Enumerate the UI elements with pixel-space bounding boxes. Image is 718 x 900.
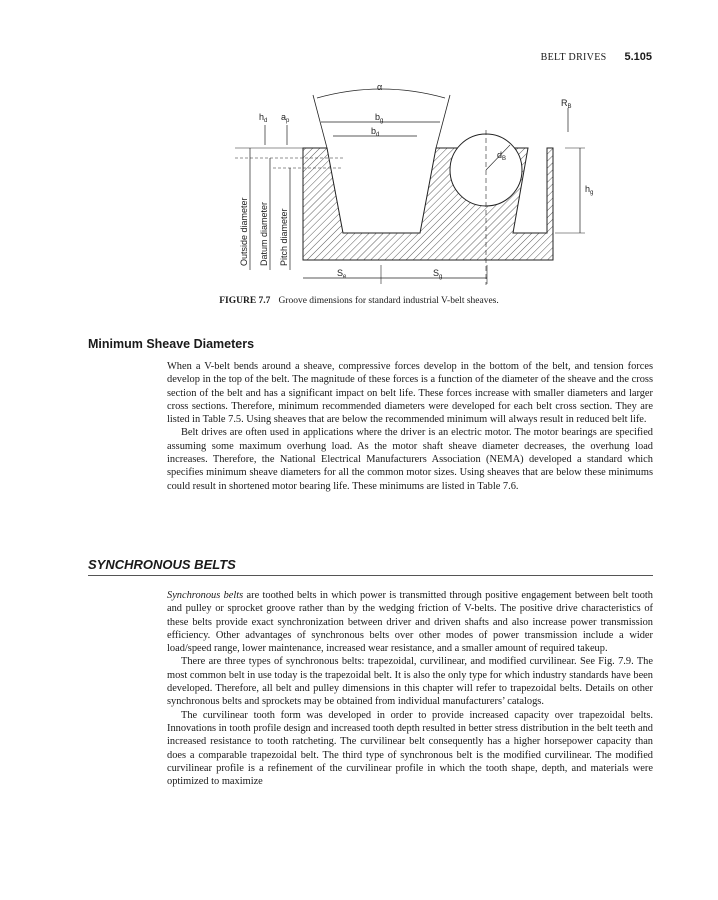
running-header <box>541 51 652 63</box>
paragraph: Belt drives are often used in applications where the driver is an electric motor. The motor bearings are specified assuming some maximum overhung load. As the motor shaft sheave diameter decreases, the overhung load increases. Therefore, the National Electrical Manufacturers Association (NEMA) developed a standard which specifies minimum sheave diameters for all the common motor sizes. Using sheaves that are below these minimums could result in shortened motor bearing life. These minimums are listed in Table 7.6. <box>167 427 653 492</box>
heading-minimum-sheave-diameters: Minimum Sheave Diameters <box>88 337 255 351</box>
svg-text:bd: $b_d$ <box>371 126 380 138</box>
paragraph: Synchronous belts are toothed belts in which power is transmitted through positive engagement between belt tooth and pulley or sprocket groove rather than by the wedging friction of V-belts. The positive drive characteristics of these belts provide exact synchronization between driver and driven shafts and also increase power transmission efficiency. Other advantages of synchronous belts over other modes of power transmission include a wider load/speed range, lower maintenance, increased wear resistance, and a smaller amount of required takeup. <box>167 590 653 655</box>
figure-caption <box>0 296 718 306</box>
paragraph: When a V-belt bends around a sheave, compressive forces develop in the bottom of the belt, and tension forces develop in the top of the belt. The magnitude of these forces is a function of the diameter of the sheave and the cross section of the belt and has a significant impact on belt life. These forces increase with smaller diameters and larger cross sections. Therefore, minimum recommended diameters were developed for each belt cross section. They are listed in Table 7.5. Using sheaves that are below the recommended minimum will always result in reduced belt life. <box>167 361 653 426</box>
label-pitch-diameter: Pitch diameter <box>279 208 289 266</box>
svg-text:hd: $h_d$ <box>259 112 268 124</box>
label-alpha: α <box>377 82 383 92</box>
svg-text:RB: $R_B$ <box>561 98 572 110</box>
figure-groove-diagram <box>225 80 615 295</box>
label-datum-diameter: Datum diameter <box>259 201 269 266</box>
page-number: 5.105 <box>624 51 652 63</box>
svg-text:dB: $d_B$ <box>497 150 507 162</box>
figure-caption-text: Groove dimensions for standard industrial V-belt sheaves. <box>278 296 499 306</box>
paragraph: There are three types of synchronous belts: trapezoidal, curvilinear, and modified curvilinear. See Fig. 7.9. The most common belt in use today is the trapezoidal belt. It is also the only type for which industry standards have been developed. Therefore, all belt and pulley dimensions in this chapter will refer to trapezoidal belts. Details on other synchronous belts and sprockets may be obtained from individual manufacturers’ catalogs. <box>167 656 653 708</box>
running-header-section: BELT DRIVES <box>540 52 607 63</box>
figure-label: FIGURE 7.7 <box>219 296 271 306</box>
svg-text:ap: $a_p$ <box>281 112 290 124</box>
section-minimum-sheave-body <box>167 360 653 493</box>
label-outside-diameter: Outside diameter <box>239 197 249 266</box>
heading-synchronous-belts: SYNCHRONOUS BELTS <box>88 557 236 572</box>
heading-rule <box>88 575 653 576</box>
svg-text:bg: $b_g$ <box>375 112 384 124</box>
term-synchronous-belts: Synchronous belts <box>167 590 244 601</box>
section-synchronous-belts-body <box>167 589 653 788</box>
svg-text:hg: $h_g$ <box>585 184 594 196</box>
svg-text:Sg: $S_g$ <box>433 268 443 280</box>
svg-text:Se: $S_e$ <box>337 268 347 280</box>
paragraph: The curvilinear tooth form was developed in order to provide increased capacity over trapezoidal belts. Innovations in tooth profile design and increased tooth depth resulted in better stress distribution in the belt teeth and increased resistance to tooth ratcheting. The curvilinear belt consequently has a higher horsepower capacity than does a comparable trapezoidal belt. The third type of synchronous belt is the modified curvilinear. The modified curvilinear profile is a refinement of the curvilinear profile in which the tooth shape, depth, and materials were optimized to maximize <box>167 709 653 788</box>
